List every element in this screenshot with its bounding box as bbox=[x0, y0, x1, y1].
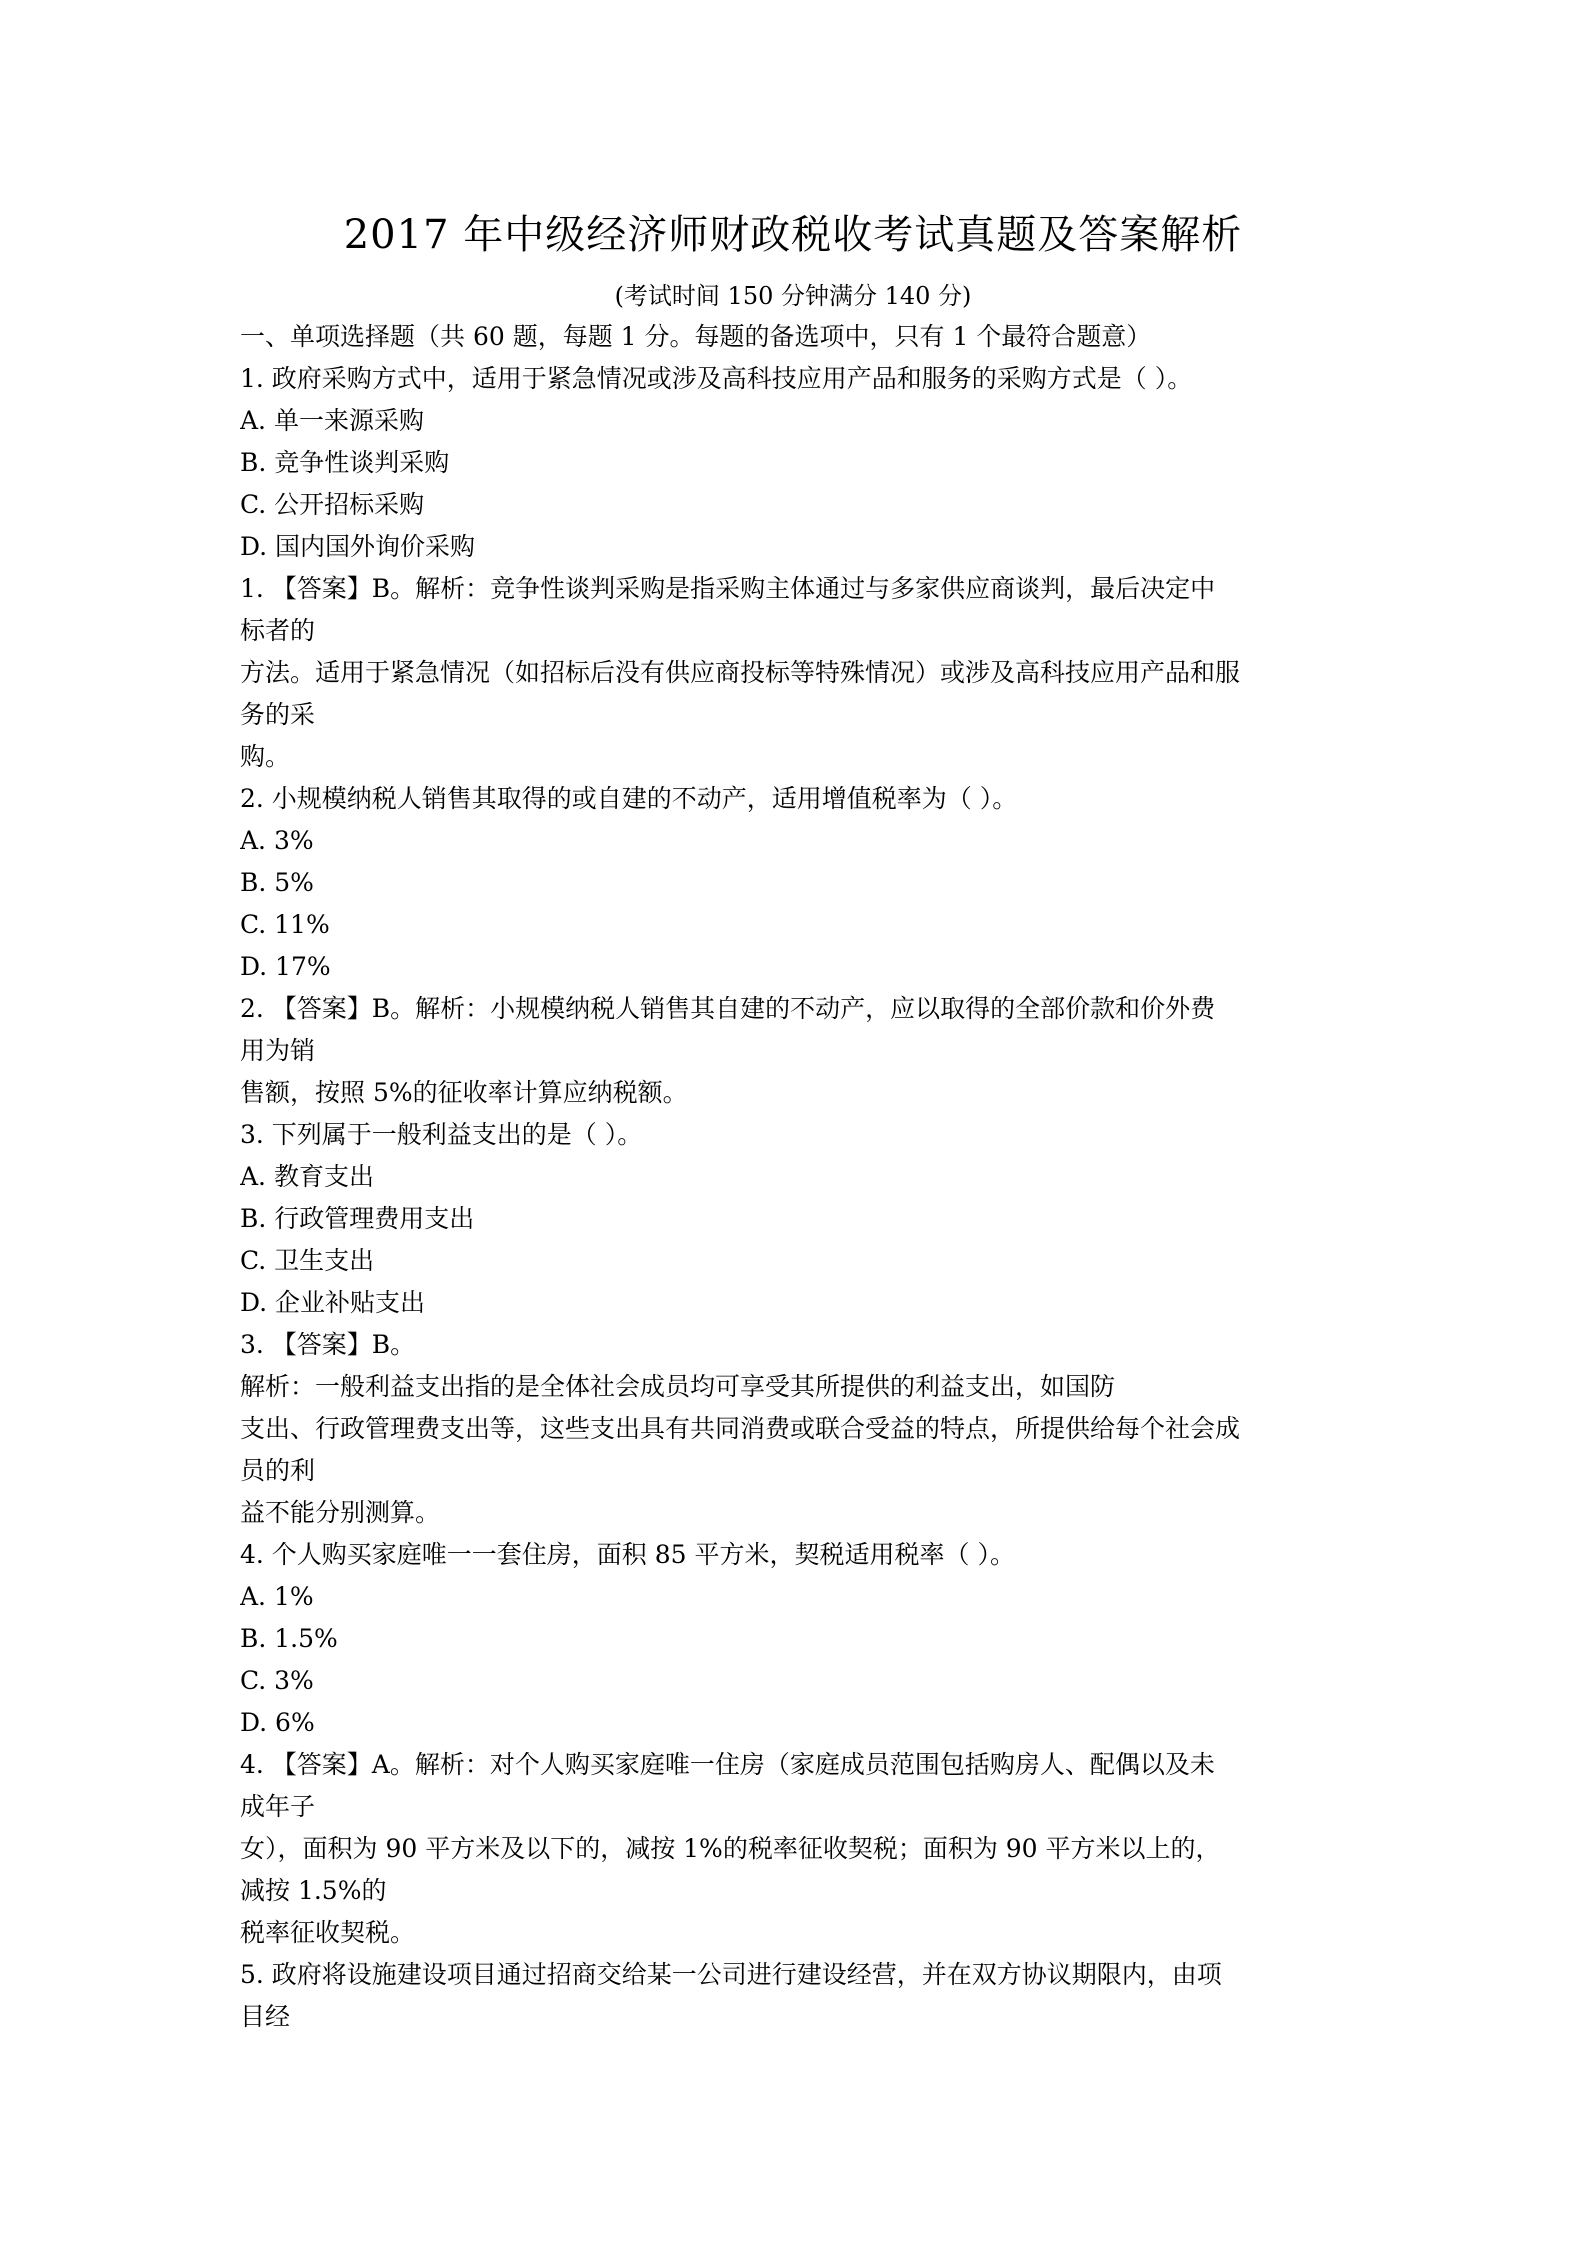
text-line: 员的利 bbox=[240, 1456, 316, 1485]
text-line: B. 竞争性谈判采购 bbox=[240, 448, 450, 477]
text-line: 1. 【答案】B。解析：竞争性谈判采购是指采购主体通过与多家供应商谈判，最后决定中 bbox=[240, 574, 1216, 603]
text-line: 购。 bbox=[240, 742, 291, 771]
text-line: 4. 个人购买家庭唯一一套住房，面积 85 平方米，契税适用税率（ ）。 bbox=[240, 1540, 1015, 1569]
text-line: 5. 政府将设施建设项目通过招商交给某一公司进行建设经营，并在双方协议期限内，由项 bbox=[240, 1960, 1222, 1989]
text-line: A. 1% bbox=[240, 1582, 314, 1611]
text-line: 3. 下列属于一般利益支出的是（ ）。 bbox=[240, 1120, 643, 1149]
text-line: C. 3% bbox=[240, 1666, 314, 1695]
text-line: 益不能分别测算。 bbox=[240, 1498, 441, 1527]
text-line: C. 公开招标采购 bbox=[240, 490, 425, 519]
text-line: 女），面积为 90 平方米及以下的，减按 1%的税率征收契税；面积为 90 平方米以上的， bbox=[240, 1834, 1221, 1863]
text-line: 2. 小规模纳税人销售其取得的或自建的不动产，适用增值税率为（ ）。 bbox=[240, 784, 1018, 813]
document-body bbox=[240, 316, 1365, 2038]
text-line: D. 17% bbox=[240, 952, 331, 981]
text-line: A. 单一来源采购 bbox=[240, 406, 424, 435]
text-line: 税率征收契税。 bbox=[240, 1918, 416, 1947]
text-line: B. 行政管理费用支出 bbox=[240, 1204, 475, 1233]
text-line: 支出、行政管理费支出等，这些支出具有共同消费或联合受益的特点，所提供给每个社会成 bbox=[240, 1414, 1241, 1443]
text-line: 3. 【答案】B。 bbox=[240, 1330, 416, 1359]
text-line: 解析：一般利益支出指的是全体社会成员均可享受其所提供的利益支出，如国防 bbox=[240, 1372, 1116, 1401]
text-line: 成年子 bbox=[240, 1792, 316, 1821]
text-line: 目经 bbox=[240, 2002, 291, 2031]
text-line: 1. 政府采购方式中，适用于紧急情况或涉及高科技应用产品和服务的采购方式是（ ）。 bbox=[240, 364, 1193, 393]
text-line: B. 1.5% bbox=[240, 1624, 338, 1653]
text-line: D. 6% bbox=[240, 1708, 315, 1737]
text-line: 售额，按照 5%的征收率计算应纳税额。 bbox=[240, 1078, 688, 1107]
exam-info-subtitle: (考试时间 150 分钟满分 140 分) bbox=[614, 282, 972, 310]
text-line: C. 卫生支出 bbox=[240, 1246, 375, 1275]
text-line: B. 5% bbox=[240, 868, 314, 897]
text-line: A. 3% bbox=[240, 826, 314, 855]
text-line: 减按 1.5%的 bbox=[240, 1876, 387, 1905]
text-line: D. 国内国外询价采购 bbox=[240, 532, 476, 561]
text-line: C. 11% bbox=[240, 910, 330, 939]
text-line: D. 企业补贴支出 bbox=[240, 1288, 426, 1317]
text-line: 务的采 bbox=[240, 700, 316, 729]
text-line: 标者的 bbox=[240, 616, 316, 645]
page-title: 2017 年中级经济师财政税收考试真题及答案解析 bbox=[343, 212, 1243, 258]
text-line: 2. 【答案】B。解析：小规模纳税人销售其自建的不动产，应以取得的全部价款和价外费 bbox=[240, 994, 1216, 1023]
text-line: 一、单项选择题（共 60 题，每题 1 分。每题的备选项中，只有 1 个最符合题意） bbox=[240, 322, 1152, 351]
text-line: 4. 【答案】A。解析：对个人购买家庭唯一住房（家庭成员范围包括购房人、配偶以及未 bbox=[240, 1750, 1215, 1779]
text-line: A. 教育支出 bbox=[240, 1162, 374, 1191]
text-line: 用为销 bbox=[240, 1036, 316, 1065]
text-line: 方法。适用于紧急情况（如招标后没有供应商投标等特殊情况）或涉及高科技应用产品和服 bbox=[240, 658, 1241, 687]
